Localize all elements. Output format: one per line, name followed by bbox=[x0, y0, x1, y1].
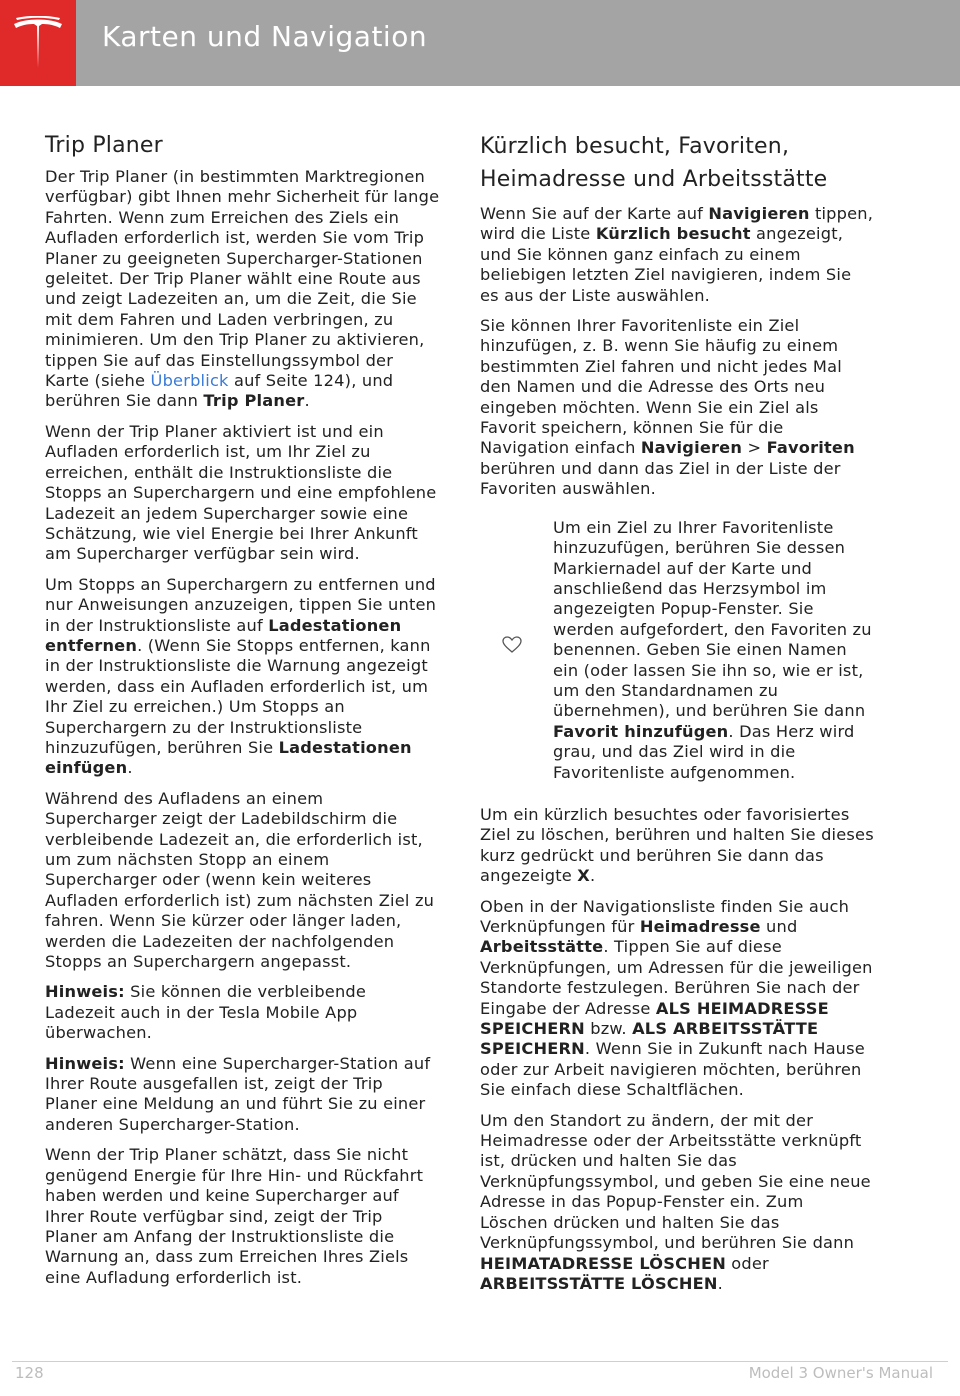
left-column bbox=[45, 130, 440, 1298]
paragraph: Um ein kürzlich besuchtes oder favorisiertes Ziel zu löschen, berühren und halten Sie dieses kurz gedrückt und berühren Sie dann das angezeigte X. bbox=[480, 804, 874, 886]
tesla-logo bbox=[0, 0, 76, 86]
paragraph: Wenn der Trip Planer schätzt, dass Sie nicht genügend Energie für Ihre Hin- und Rückfahrt haben werden und keine Supercharger auf Ihrer Route verfügbar sind, zeigt der Trip Planer am Anfang der Instruktionsliste die Warnung an, dass zum Erreichen Ihres Ziels eine Aufladung erforderlich ist. bbox=[45, 1145, 424, 1287]
note: Hinweis: Wenn eine Supercharger-Station auf Ihrer Route ausgefallen ist, zeigt der Trip Planer eine Meldung an und führt Sie zu einer anderen Supercharger-Station. bbox=[45, 1053, 431, 1134]
ueberblick-link[interactable]: Überblick bbox=[150, 371, 229, 391]
heart-icon bbox=[502, 636, 522, 654]
paragraph: Um Stopps an Superchargern zu entfernen und nur Anweisungen anzuzeigen, tippen Sie unten in der Instruktionsliste auf Ladestationen entfernen. (Wenn Sie Stopps entfernen, kann in der Instruktionsliste die Warnung angezeigt werden, dass ein Aufladen erforderlich ist, um Ihr Ziel zu erreichen.) Um Stopps an Superchargern zu der Instruktionsliste hinzuzufügen, berühren Sie Ladestationen einfügen. bbox=[45, 574, 437, 778]
paragraph: Oben in der Navigationsliste finden Sie auch Verknüpfungen für Heimadresse und Arbeitsstätte. Tippen Sie auf diese Verknüpfungen, um Adressen für die jeweiligen Standorte festzulegen. Berühren Sie nach der Eingabe der Adresse ALS HEIMADRESSE SPEICHERN bzw. ALS ARBEITSSTÄTTE SPEICHERN. Wenn Sie in Zukunft nach Hause oder zur Arbeit navigieren möchten, berühren Sie einfach diese Schaltflächen. bbox=[480, 896, 873, 1100]
page-number: 128 bbox=[15, 1364, 44, 1382]
trip-planer-heading: Trip Planer bbox=[45, 133, 163, 158]
manual-name: Model 3 Owner's Manual bbox=[748, 1364, 933, 1382]
tip-text: Um ein Ziel zu Ihrer Favoritenliste hinzuzufügen, berühren Sie dessen Markiernadel auf der Karte und anschließend das Herzsymbol im angezeigten Popup-Fenster. Sie werden aufgefordert, den Favoriten zu benennen. Geben Sie einen Namen ein (oder lassen Sie ihn so, wie er ist, um den Standardnamen zu übernehmen), und berühren Sie dann Favorit hinzufügen. Das Herz wird grau, und das Ziel wird in die Favoritenliste aufgenommen. bbox=[553, 517, 872, 782]
note: Hinweis: Sie können die verbleibende Ladezeit auch in der Tesla Mobile App überwachen. bbox=[45, 982, 367, 1043]
right-column bbox=[480, 130, 875, 1304]
paragraph: Während des Aufladens an einem Supercharger zeigt der Ladebildschirm die verbleibende Ladezeit an, die erforderlich ist, um zum nächsten Stopp an einem Supercharger oder (wenn kein weiteres Aufladen erforderlich ist) zum nächsten Ziel zu fahren. Wenn Sie kürzer oder länger laden, werden die Ladezeiten der nachfolgenden Stopps an Superchargern angepasst. bbox=[45, 788, 435, 972]
paragraph: Sie können Ihrer Favoritenliste ein Ziel hinzufügen, z. B. wenn Sie häufig zu einem bestimmten Ziel fahren und nicht jedes Mal den Namen und die Adresse des Orts neu eingeben möchten. Wenn Sie ein Ziel als Favorit speichern, können Sie für die Navigation einfach Navigieren > Favoriten berühren und dann das Ziel in der Liste der Favoriten auswählen. bbox=[480, 316, 855, 499]
page-header bbox=[0, 0, 960, 86]
paragraph: Wenn Sie auf der Karte auf Navigieren tippen, wird die Liste Kürzlich besucht angezeigt, und Sie können ganz einfach zu einem beliebigen letzten Ziel navigieren, indem Sie es aus der Liste auswählen. bbox=[480, 204, 874, 305]
favorites-heading: Kürzlich besucht, Favoriten, Heimadresse und Arbeitsstätte bbox=[480, 134, 828, 192]
paragraph: Der Trip Planer (in bestimmten Marktregionen verfügbar) gibt Ihnen mehr Sicherheit für lange Fahrten. Wenn zum Erreichen des Ziels ein Aufladen erforderlich ist, werden Sie vom Trip Planer zu geeigneten Supercharger-Stationen geleitet. Der Trip Planer wählt eine Route aus und zeigt Ladezeiten an, um die Zeit, die Sie mit dem Fahren und Laden verbringen, zu minimieren. Um den Trip Planer zu aktivieren, tippen Sie auf das Einstellungssymbol der Karte (siehe Überblick auf Seite 124), und berühren Sie dann Trip Planer. bbox=[45, 167, 440, 411]
footer-divider bbox=[12, 1361, 948, 1362]
favorite-tip-box bbox=[480, 518, 875, 783]
tesla-t-icon bbox=[12, 16, 64, 70]
paragraph: Wenn der Trip Planer aktiviert ist und ein Aufladen erforderlich ist, um Ihr Ziel zu erreichen, enthält die Instruktionsliste die Stopps an Superchargern und eine empfohlene Ladezeit an jedem Supercharger sowie eine Schätzung, wie viel Energie bei Ihrer Ankunft am Supercharger verfügbar sein wird. bbox=[45, 421, 437, 564]
paragraph: Um den Standort zu ändern, der mit der Heimadresse oder der Arbeitsstätte verknüpft ist, drücken und halten Sie das Verknüpfungssymbol, und geben Sie eine neue Adresse in das Popup-Fenster ein. Zum Löschen drücken und halten Sie das Verknüpfungssymbol, und berühren Sie dann HEIMATADRESSE LÖSCHEN oder ARBEITSSTÄTTE LÖSCHEN. bbox=[480, 1110, 871, 1293]
page-title: Karten und Navigation bbox=[102, 20, 428, 53]
